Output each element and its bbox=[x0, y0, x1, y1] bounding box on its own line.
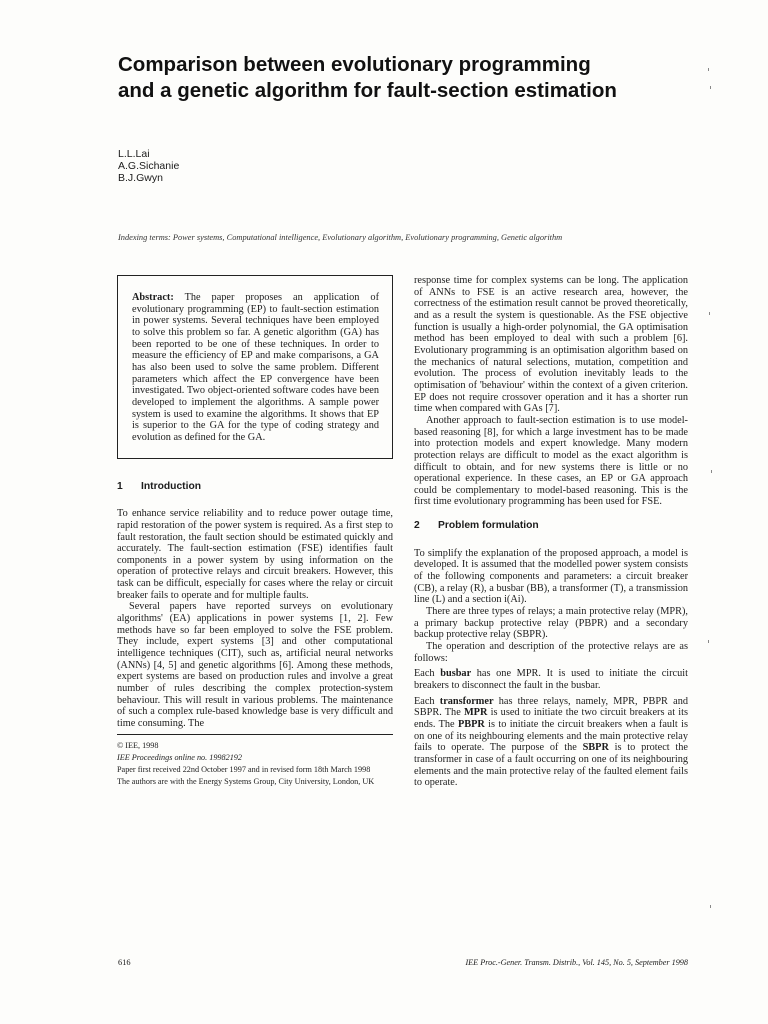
abstract-text: The paper proposes an application of evolutionary programming (EP) to fault-section estimation in power systems. Several techniques have been employed to solve this problem so far. A genetic algorithm (GA) has been reported to be one of these techniques. In order to measure the efficiency of EP and make comparisons, a GA has also been used to solve the same problem. Different parameters which affect the EP convergence have been investigated. Two object-oriented software codes have been developed to implement the algorithms. A sample power system is used to examine the algorithms. It shows that EP is superior to the GA for the type of coding strategy and evolution as defined for the GA. bbox=[132, 292, 380, 443]
author-2: A.G.Sichanie bbox=[118, 160, 180, 172]
abstract-label: Abstract: bbox=[132, 292, 174, 303]
intro-paragraph-4: Another approach to fault-section estimation is to use model-based reasoning [8], for which a large investment has to be made into protection models and expert knowledge. Many modern protection relays are difficult to model as the exact algorithm is difficult to obtain, and for new systems there is little or no operational experience. In these cases, an EP or GA approach could be complementary to model-based reasoning. This is the first time evolutionary programming has been used for FSE. bbox=[414, 414, 688, 508]
journal-reference: IEE Proc.-Gener. Transm. Distrib., Vol. 145, No. 5, September 1998 bbox=[465, 958, 688, 967]
left-column bbox=[117, 275, 393, 789]
pbpr-term: PBPR bbox=[457, 718, 485, 730]
footnote-affiliation: The authors are with the Energy Systems Group, City University, London, UK bbox=[117, 776, 375, 786]
author-1: L.L.Lai bbox=[118, 148, 150, 160]
busbar-pre: Each bbox=[414, 668, 441, 680]
section-2-title: Problem formulation bbox=[438, 520, 539, 532]
footnote-copyright: © IEE, 1998 bbox=[117, 740, 159, 750]
problem-paragraph-3: The operation and description of the protective relays are as follows: bbox=[414, 641, 688, 664]
busbar-paragraph bbox=[414, 668, 688, 691]
footnote-received: Paper first received 22nd October 1997 and in revised form 18th March 1998 bbox=[117, 764, 371, 774]
busbar-post: has one MPR. It is used to initiate the circuit breakers to disconnect the fault in the busbar. bbox=[414, 668, 688, 691]
indexing-terms-list: Power systems, Computational intelligence, Evolutionary algorithm, Evolutionary programming, Genetic algorithm bbox=[172, 233, 563, 242]
right-column bbox=[414, 275, 688, 789]
indexing-terms bbox=[118, 233, 678, 242]
mpr-term: MPR bbox=[463, 707, 488, 719]
margin-speck bbox=[711, 470, 712, 473]
sbpr-term: SBPR bbox=[582, 742, 609, 754]
section-1-title: Introduction bbox=[141, 480, 202, 492]
transformer-s4: is to initiate the circuit breakers when a fault is on one of its neighbouring elements and the main protective relay fails to operate. The purpose of the bbox=[414, 718, 688, 754]
margin-speck bbox=[710, 905, 711, 908]
paper-title bbox=[118, 52, 718, 104]
margin-speck bbox=[708, 68, 709, 71]
abstract-box bbox=[117, 275, 393, 459]
footnote-online: IEE Proceedings online no. 19982192 bbox=[117, 752, 242, 762]
problem-paragraph-1: To simplify the explanation of the proposed approach, a model is developed. It is assumed that the modelled power system consists of the following components and parameters: a circuit breaker (CB), a relay (R), a busbar (BB), a transformer (T), a transmission line (L) and a section i(Ai). bbox=[414, 547, 688, 606]
footnote-rule bbox=[117, 734, 393, 735]
transformer-s2: has three relays, namely, MPR, PBPR and SBPR. The bbox=[414, 695, 688, 719]
page-number: 616 bbox=[118, 958, 131, 967]
transformer-paragraph bbox=[414, 696, 688, 789]
indexing-label: Indexing terms: bbox=[118, 233, 171, 242]
intro-paragraph-3: response time for complex systems can be long. The application of ANNs to FSE is an active research area, however, the correctness of the estimation result cannot be proved theoretically, and as a result the system is questionable. As the FSE objective function is usually a high-order polynomial, the GA optimisation method has been employed to deal with such a problem [6]. Evolutionary programming is an optimisation algorithm based on the mechanics of natural selections, mutation, competition and evolution. The process of evolution inevitably leads to the optimisation of 'behaviour' within the context of a given criterion. EP does not require crossover operation and it has a shorter run time when compared with GAs [7]. bbox=[414, 275, 688, 415]
problem-paragraph-2: There are three types of relays; a main protective relay (MPR), a primary backup protective relay (PBPR) and a secondary backup protective relay (SBPR). bbox=[414, 606, 688, 641]
busbar-term: busbar bbox=[440, 668, 472, 680]
intro-paragraph-2: Several papers have reported surveys on evolutionary algorithms' (EA) applications in power systems [1, 2]. Few methods have so far been employed to solve the FSE problem. They include, expert systems [3] and other computational intelligence techniques (CIT), such as, artificial neural networks (ANNs) [4, 5] and genetic algorithms [6]. Among these methods, expert systems are based on production rules and involve a great number of rules describing the complex protection-system behaviour. This will result in various problems. The maintenance of such a complex rule-based knowledge base is very difficult and time consuming. The bbox=[117, 601, 393, 729]
margin-speck bbox=[709, 312, 710, 315]
transformer-s5: is to protect the transformer in case of a fault occurring on one of its neighbouring elements and the main protective relay of the faulted element fails to operate. bbox=[414, 742, 688, 789]
margin-speck bbox=[710, 86, 711, 89]
section-1-number: 1 bbox=[117, 480, 123, 492]
intro-paragraph-1: To enhance service reliability and to reduce power outage time, rapid restoration of the power system is required. As a first step to fault restoration, the fault section should be estimated quickly and accurately. The fault-section estimation (FSE) identifies fault components in a power system by using information on the operation of protective relays and circuit breakers. However, this task can be difficult, especially for cases where the relay or circuit breaker fails to operate and for multiple faults. bbox=[117, 508, 393, 601]
title-line-1: Comparison between evolutionary programming bbox=[118, 53, 591, 76]
transformer-s3: is used to initiate the two circuit breakers at its ends. The bbox=[414, 707, 688, 730]
author-3: B.J.Gwyn bbox=[118, 172, 163, 184]
section-1-heading bbox=[117, 481, 393, 493]
section-2-number: 2 bbox=[414, 520, 420, 532]
author-list bbox=[118, 148, 179, 184]
transformer-s1: Each bbox=[414, 695, 440, 707]
abstract bbox=[132, 292, 379, 444]
section-2-heading bbox=[414, 520, 688, 532]
title-line-2: and a genetic algorithm for fault-section estimation bbox=[118, 79, 617, 102]
transformer-term: transformer bbox=[439, 695, 494, 707]
margin-speck bbox=[708, 640, 709, 643]
